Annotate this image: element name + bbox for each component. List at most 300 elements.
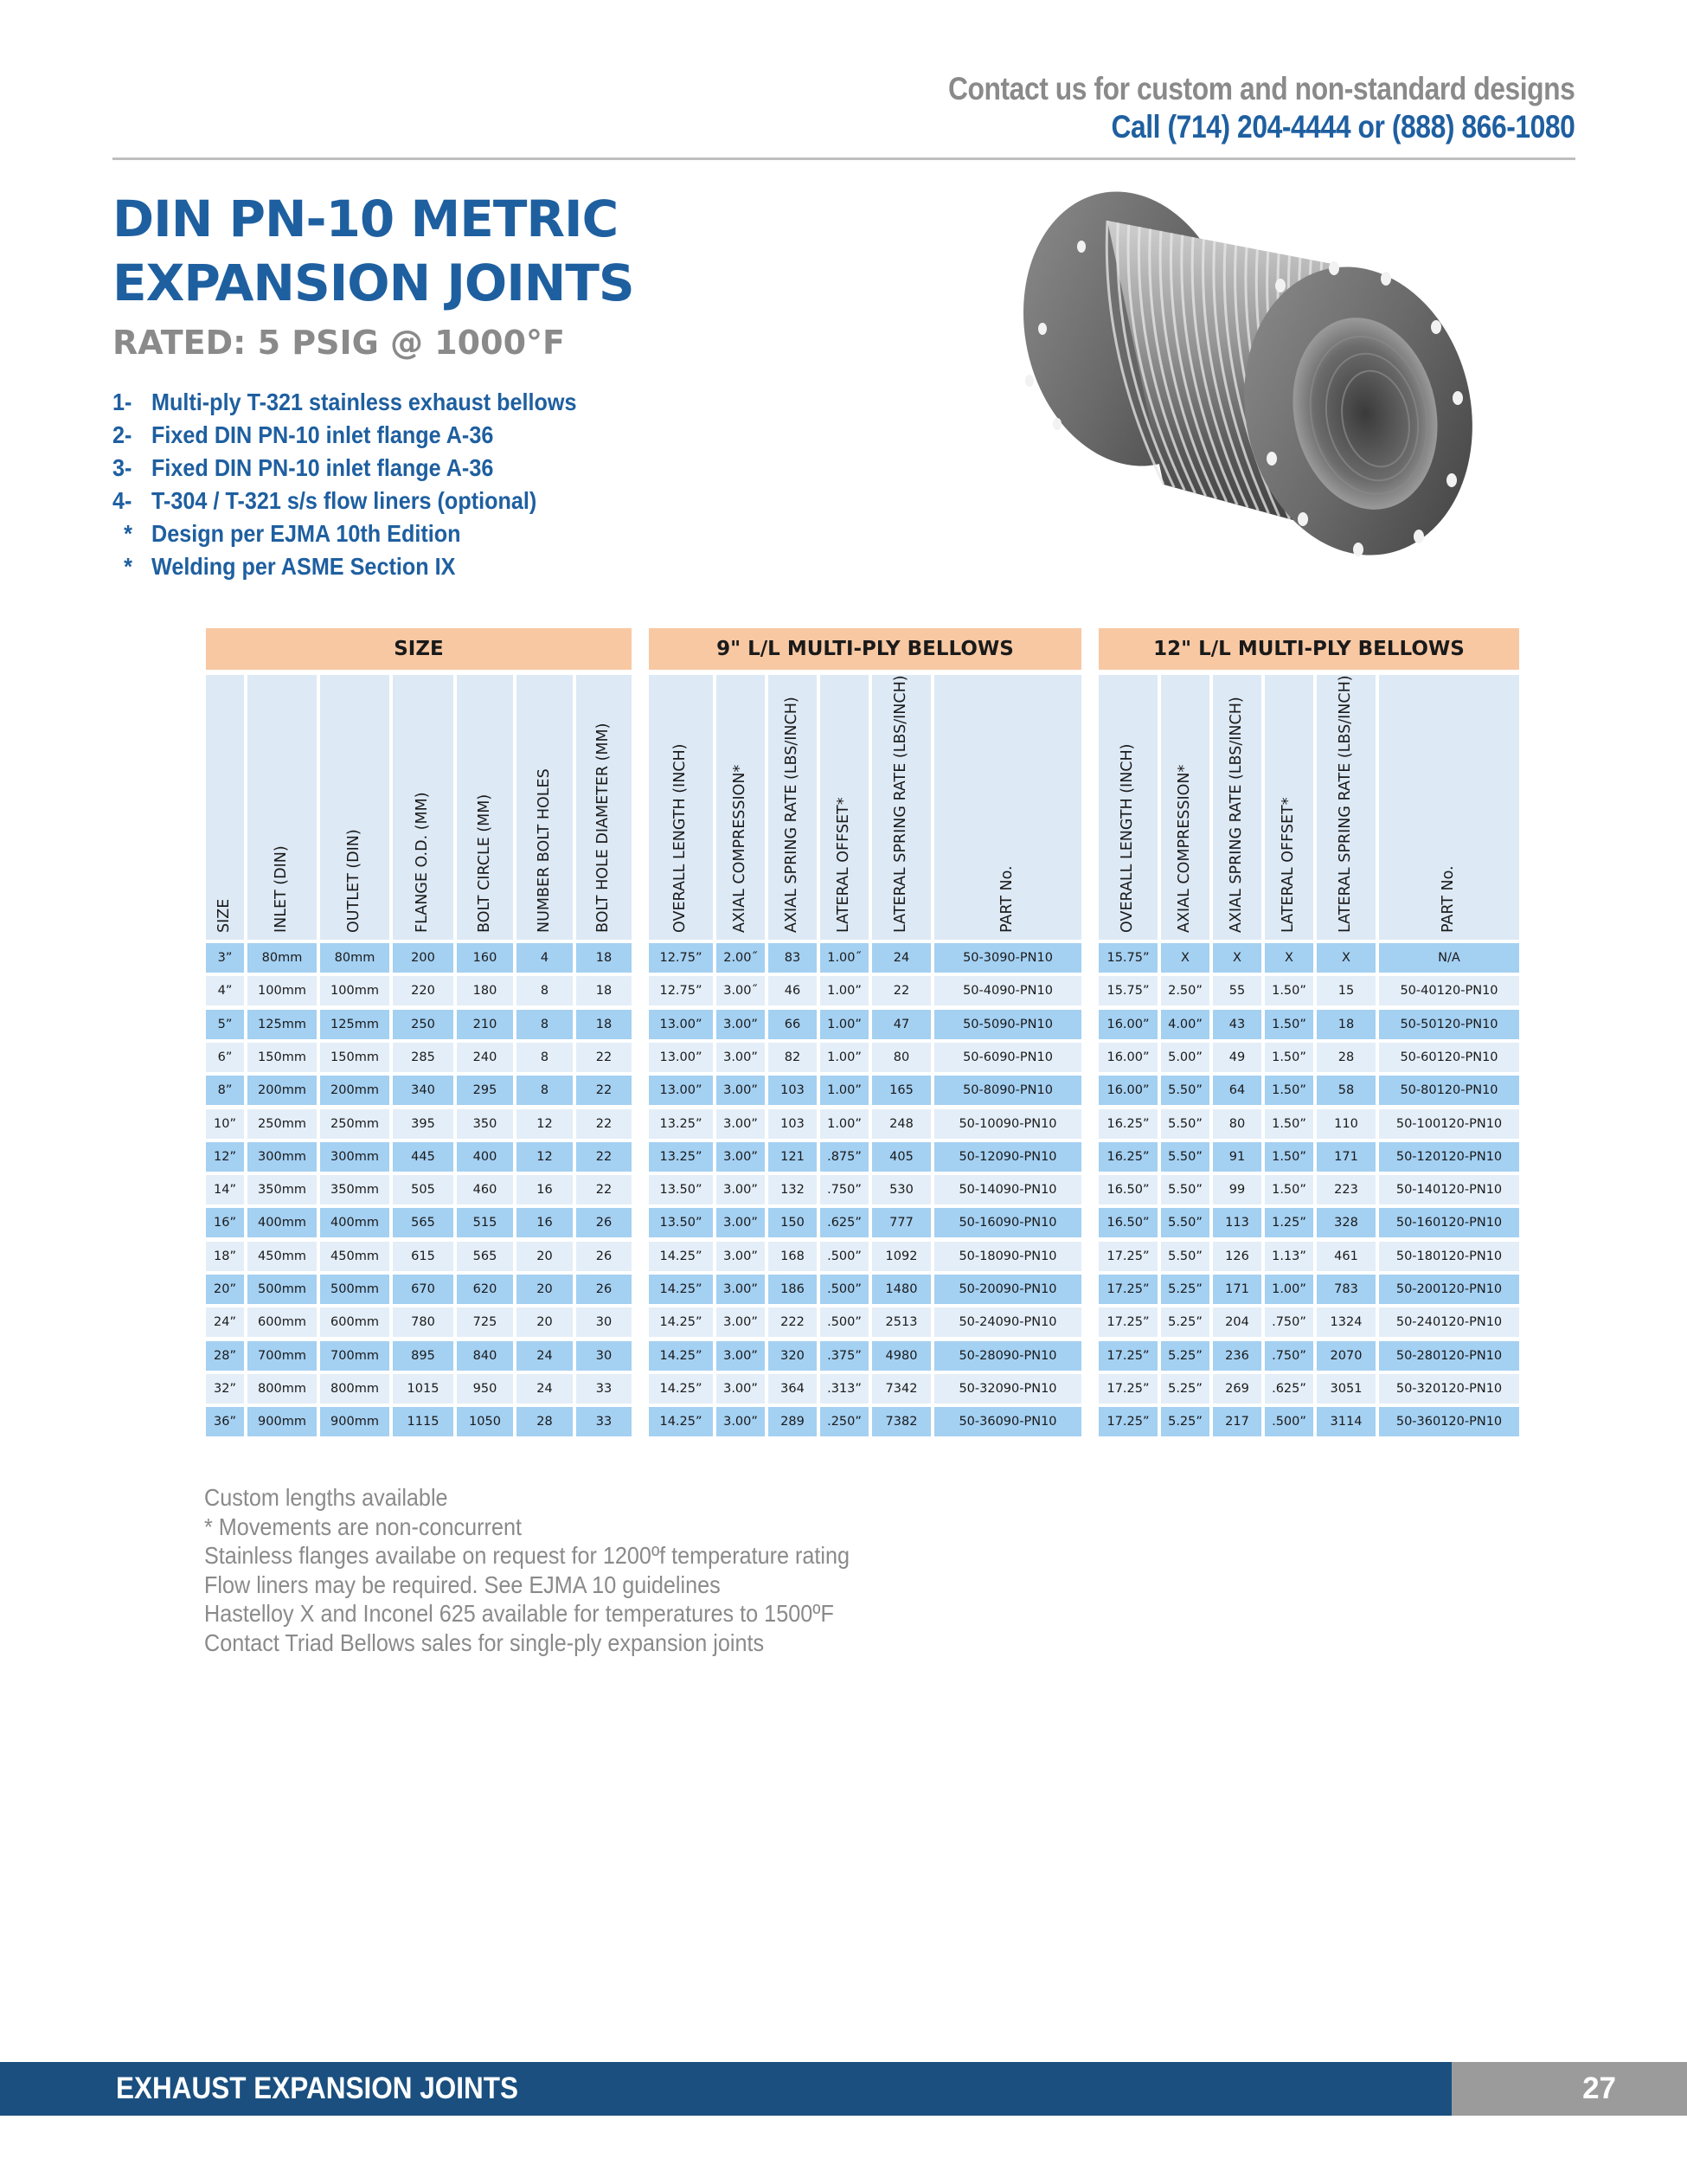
table-cell: 783 xyxy=(1317,1275,1376,1304)
table-cell: 200 xyxy=(393,943,453,973)
row-size-cell: 20” xyxy=(206,1275,244,1304)
table-cell: 24 xyxy=(516,1374,573,1404)
table-cell: 50-18090-PN10 xyxy=(934,1242,1081,1271)
column-header-label: BOLT HOLE DIAMETER (MM) xyxy=(594,723,612,933)
table-cell: 168 xyxy=(768,1242,817,1271)
table-cell: 22 xyxy=(576,1142,632,1172)
table-cell: 515 xyxy=(457,1208,513,1237)
row-size-cell: 14” xyxy=(206,1175,244,1204)
table-cell: 24 xyxy=(872,943,931,973)
table-cell: 50-20090-PN10 xyxy=(934,1275,1081,1304)
table-cell: 58 xyxy=(1317,1076,1376,1105)
table-cell: 50-120120-PN10 xyxy=(1379,1142,1519,1172)
table-cell: 2513 xyxy=(872,1307,931,1337)
table-cell: X xyxy=(1161,943,1209,973)
title-line-2: EXPANSION JOINTS xyxy=(112,254,634,312)
table-cell: 1015 xyxy=(393,1374,453,1404)
table-cell: 1.50” xyxy=(1265,1043,1313,1072)
row-size-cell: 12” xyxy=(206,1142,244,1172)
table-cell: 3.00” xyxy=(716,1374,765,1404)
table-cell: 28 xyxy=(516,1407,573,1436)
table-cell: 30 xyxy=(576,1341,632,1371)
table-cell: .750” xyxy=(1265,1307,1313,1337)
table-cell: 1.00” xyxy=(820,1043,869,1072)
specifications-table xyxy=(206,628,1523,1437)
table-cell: 350mm xyxy=(320,1175,389,1204)
table-cell: 4980 xyxy=(872,1341,931,1371)
column-header xyxy=(820,675,869,940)
table-cell: 28 xyxy=(1317,1043,1376,1072)
table-cell: 8 xyxy=(516,1043,573,1072)
table-cell: 18 xyxy=(576,943,632,973)
column-header xyxy=(1099,675,1158,940)
column-header xyxy=(649,675,713,940)
table-cell: 12 xyxy=(516,1142,573,1172)
table-cell: 8 xyxy=(516,976,573,1005)
column-header-label: LATERAL SPRING RATE (LBS/INCH) xyxy=(1337,675,1354,933)
table-cell: 13.00” xyxy=(649,1043,713,1072)
notes xyxy=(204,1483,850,1657)
column-header xyxy=(872,675,931,940)
table-cell: 132 xyxy=(768,1175,817,1204)
table-cell: 50-60120-PN10 xyxy=(1379,1043,1519,1072)
table-cell: 600mm xyxy=(247,1307,317,1337)
table-cell: .875” xyxy=(820,1142,869,1172)
table-cell: 113 xyxy=(1213,1208,1261,1237)
table-cell: 220 xyxy=(393,976,453,1005)
table-cell: 13.00” xyxy=(649,1076,713,1105)
table-cell: 103 xyxy=(768,1109,817,1139)
column-header-label: LATERAL OFFSET* xyxy=(835,797,852,933)
feature-marker: 3- xyxy=(112,454,132,481)
feature-text: Fixed DIN PN-10 inlet flange A-36 xyxy=(151,454,494,481)
table-cell: 50-200120-PN10 xyxy=(1379,1275,1519,1304)
note-line: Flow liners may be required. See EJMA 10 guidelines xyxy=(204,1571,721,1598)
column-header xyxy=(1379,675,1519,940)
table-cell: 5.00” xyxy=(1161,1043,1209,1072)
table-cell: 50-180120-PN10 xyxy=(1379,1242,1519,1271)
column-header xyxy=(768,675,817,940)
table-cell: 50-24090-PN10 xyxy=(934,1307,1081,1337)
table-cell: 17.25” xyxy=(1099,1407,1158,1436)
table-cell: .500” xyxy=(1265,1407,1313,1436)
table-cell: 700mm xyxy=(320,1341,389,1371)
feature-marker: * xyxy=(124,553,132,580)
table-cell: 150mm xyxy=(320,1043,389,1072)
table-cell: 50-6090-PN10 xyxy=(934,1043,1081,1072)
row-size-cell: 36” xyxy=(206,1407,244,1436)
feature-text: Multi-ply T-321 stainless exhaust bellows xyxy=(151,389,577,415)
table-cell: 7342 xyxy=(872,1374,931,1404)
feature-item xyxy=(112,386,577,419)
table-cell: .250” xyxy=(820,1407,869,1436)
table-cell: 82 xyxy=(768,1043,817,1072)
row-size-cell: 10” xyxy=(206,1109,244,1139)
column-header-label: BOLT CIRCLE (MM) xyxy=(475,793,493,933)
table-cell: 1.00” xyxy=(820,1010,869,1039)
table-cell: 1.13” xyxy=(1265,1242,1313,1271)
table-cell: .750” xyxy=(1265,1341,1313,1371)
table-cell: 80mm xyxy=(320,943,389,973)
table-cell: 22 xyxy=(576,1175,632,1204)
table-cell: 13.50” xyxy=(649,1208,713,1237)
table-cell: 3.00” xyxy=(716,1175,765,1204)
group-header: 9" L/L MULTI-PLY BELLOWS xyxy=(649,628,1081,670)
table-cell: 530 xyxy=(872,1175,931,1204)
table-cell: 5.50” xyxy=(1161,1175,1209,1204)
column-header xyxy=(1161,675,1209,940)
table-cell: 125mm xyxy=(320,1010,389,1039)
feature-text: T-304 / T-321 s/s flow liners (optional) xyxy=(151,487,537,514)
feature-item xyxy=(112,452,577,485)
column-header xyxy=(457,675,513,940)
table-cell: 50-80120-PN10 xyxy=(1379,1076,1519,1105)
table-cell: 1.50” xyxy=(1265,1142,1313,1172)
table-cell: 5.25” xyxy=(1161,1407,1209,1436)
table-cell: 1.00” xyxy=(820,976,869,1005)
note-line: * Movements are non-concurrent xyxy=(204,1513,522,1540)
table-cell: 50-8090-PN10 xyxy=(934,1076,1081,1105)
table-cell: 3.00” xyxy=(716,1010,765,1039)
table-cell: 777 xyxy=(872,1208,931,1237)
table-cell: 500mm xyxy=(320,1275,389,1304)
feature-item xyxy=(112,517,577,550)
table-cell: 7382 xyxy=(872,1407,931,1436)
table-cell: 50-4090-PN10 xyxy=(934,976,1081,1005)
table-cell: 18 xyxy=(1317,1010,1376,1039)
table-cell: .625” xyxy=(1265,1374,1313,1404)
page-title xyxy=(112,187,634,315)
column-header xyxy=(576,675,632,940)
table-cell: 450mm xyxy=(320,1242,389,1271)
table-cell: .313” xyxy=(820,1374,869,1404)
table-cell: 3.00” xyxy=(716,1142,765,1172)
table-cell: 50-360120-PN10 xyxy=(1379,1407,1519,1436)
table-cell: 725 xyxy=(457,1307,513,1337)
table-cell: 340 xyxy=(393,1076,453,1105)
table-cell: 12 xyxy=(516,1109,573,1139)
table-cell: 22 xyxy=(872,976,931,1005)
table-cell: 2.00˝ xyxy=(716,943,765,973)
table-cell: 14.25” xyxy=(649,1374,713,1404)
table-cell: 5.50” xyxy=(1161,1076,1209,1105)
table-cell: 2070 xyxy=(1317,1341,1376,1371)
column-header xyxy=(206,675,244,940)
table-cell: 350 xyxy=(457,1109,513,1139)
table-cell: 320 xyxy=(768,1341,817,1371)
table-cell: 1.50” xyxy=(1265,1010,1313,1039)
row-size-cell: 18” xyxy=(206,1242,244,1271)
table-cell: 900mm xyxy=(320,1407,389,1436)
row-size-cell: 6” xyxy=(206,1043,244,1072)
expansion-joint-image xyxy=(978,182,1497,597)
table-cell: 615 xyxy=(393,1242,453,1271)
feature-text: Design per EJMA 10th Edition xyxy=(151,520,461,547)
table-cell: 1092 xyxy=(872,1242,931,1271)
table-cell: 43 xyxy=(1213,1010,1261,1039)
column-header-label: SIZE xyxy=(215,898,233,933)
table-cell: 99 xyxy=(1213,1175,1261,1204)
table-cell: .375” xyxy=(820,1341,869,1371)
table-cell: 160 xyxy=(457,943,513,973)
table-cell: 328 xyxy=(1317,1208,1376,1237)
rating-subtitle: RATED: 5 PSIG @ 1000°F xyxy=(112,324,565,362)
table-cell: 64 xyxy=(1213,1076,1261,1105)
table-cell: 49 xyxy=(1213,1043,1261,1072)
table-cell: .500” xyxy=(820,1275,869,1304)
table-cell: 400 xyxy=(457,1142,513,1172)
table-cell: 17.25” xyxy=(1099,1374,1158,1404)
column-header-label: AXIAL COMPRESSION* xyxy=(1176,764,1193,933)
column-header xyxy=(393,675,453,940)
table-cell: 1.00˝ xyxy=(820,943,869,973)
table-cell: 565 xyxy=(457,1242,513,1271)
table-cell: 18 xyxy=(576,976,632,1005)
table-cell: 248 xyxy=(872,1109,931,1139)
table-cell: 165 xyxy=(872,1076,931,1105)
table-cell: 50-12090-PN10 xyxy=(934,1142,1081,1172)
column-header xyxy=(1265,675,1313,940)
table-cell: 16 xyxy=(516,1175,573,1204)
table-cell: 1.50” xyxy=(1265,1076,1313,1105)
table-cell: 364 xyxy=(768,1374,817,1404)
table-cell: 3.00” xyxy=(716,1242,765,1271)
table-cell: 500mm xyxy=(247,1275,317,1304)
table-cell: 620 xyxy=(457,1275,513,1304)
contact-line-1: Contact us for custom and non-standard designs xyxy=(947,71,1575,106)
table-cell: 240 xyxy=(457,1043,513,1072)
table-cell: 300mm xyxy=(247,1142,317,1172)
feature-item xyxy=(112,485,577,517)
table-cell: 395 xyxy=(393,1109,453,1139)
footer-bar xyxy=(0,2062,1687,2116)
table-cell: 50-100120-PN10 xyxy=(1379,1109,1519,1139)
table-cell: 50-3090-PN10 xyxy=(934,943,1081,973)
table-cell: 50-320120-PN10 xyxy=(1379,1374,1519,1404)
column-header-label: OVERALL LENGTH (INCH) xyxy=(1119,743,1136,933)
table-cell: 47 xyxy=(872,1010,931,1039)
table-cell: 780 xyxy=(393,1307,453,1337)
table-cell: 12.75” xyxy=(649,976,713,1005)
column-header-label: AXIAL SPRING RATE (LBS/INCH) xyxy=(783,697,800,933)
table-cell: 3.00˝ xyxy=(716,976,765,1005)
table-cell: 16.50” xyxy=(1099,1208,1158,1237)
table-cell: 83 xyxy=(768,943,817,973)
table-cell: 121 xyxy=(768,1142,817,1172)
table-cell: 4.00” xyxy=(1161,1010,1209,1039)
table-cell: 50-14090-PN10 xyxy=(934,1175,1081,1204)
table-cell: 14.25” xyxy=(649,1275,713,1304)
table-cell: 80 xyxy=(1213,1109,1261,1139)
table-cell: 13.25” xyxy=(649,1109,713,1139)
table-cell: 1.50” xyxy=(1265,1109,1313,1139)
column-header-label: LATERAL OFFSET* xyxy=(1280,797,1297,933)
table-cell: 20 xyxy=(516,1242,573,1271)
table-cell: 3.00” xyxy=(716,1275,765,1304)
table-cell: 16.00” xyxy=(1099,1043,1158,1072)
table-cell: 445 xyxy=(393,1142,453,1172)
group-header: 12" L/L MULTI-PLY BELLOWS xyxy=(1099,628,1519,670)
table-cell: 13.25” xyxy=(649,1142,713,1172)
table-cell: .750” xyxy=(820,1175,869,1204)
table-cell: 300mm xyxy=(320,1142,389,1172)
feature-text: Welding per ASME Section IX xyxy=(151,553,456,580)
column-header-label: INLET (DIN) xyxy=(273,845,290,933)
table-cell: 100mm xyxy=(320,976,389,1005)
table-cell: 3.00” xyxy=(716,1109,765,1139)
table-cell: 250mm xyxy=(247,1109,317,1139)
contact-phone: Call (714) 204-4444 or (888) 866-1080 xyxy=(1111,109,1575,145)
row-size-cell: 8” xyxy=(206,1076,244,1105)
table-cell: 295 xyxy=(457,1076,513,1105)
table-cell: 5.25” xyxy=(1161,1307,1209,1337)
table-cell: 26 xyxy=(576,1275,632,1304)
table-cell: 50-240120-PN10 xyxy=(1379,1307,1519,1337)
column-header xyxy=(320,675,389,940)
table-cell: 17.25” xyxy=(1099,1275,1158,1304)
table-cell: 1.00” xyxy=(820,1109,869,1139)
table-cell: 14.25” xyxy=(649,1242,713,1271)
table-cell: 186 xyxy=(768,1275,817,1304)
table-cell: .500” xyxy=(820,1242,869,1271)
table-cell: 236 xyxy=(1213,1341,1261,1371)
feature-item xyxy=(112,419,577,452)
table-cell: 3.00” xyxy=(716,1341,765,1371)
table-cell: 171 xyxy=(1213,1275,1261,1304)
feature-marker: 2- xyxy=(112,421,132,448)
table-cell: 8 xyxy=(516,1010,573,1039)
table-cell: 400mm xyxy=(247,1208,317,1237)
table-cell: 269 xyxy=(1213,1374,1261,1404)
table-cell: 3.00” xyxy=(716,1076,765,1105)
table-cell: 17.25” xyxy=(1099,1307,1158,1337)
table-cell: 16 xyxy=(516,1208,573,1237)
table-cell: 3114 xyxy=(1317,1407,1376,1436)
table-cell: X xyxy=(1265,943,1313,973)
table-cell: 125mm xyxy=(247,1010,317,1039)
table-cell: 565 xyxy=(393,1208,453,1237)
note-line: Contact Triad Bellows sales for single-ply expansion joints xyxy=(204,1628,765,1656)
table-cell: 16.25” xyxy=(1099,1142,1158,1172)
table-cell: 3.00” xyxy=(716,1407,765,1436)
table-cell: 50-5090-PN10 xyxy=(934,1010,1081,1039)
table-cell: 22 xyxy=(576,1043,632,1072)
table-cell: 50-140120-PN10 xyxy=(1379,1175,1519,1204)
table-cell: 126 xyxy=(1213,1242,1261,1271)
table-cell: 18 xyxy=(576,1010,632,1039)
table-cell: 1.50” xyxy=(1265,976,1313,1005)
table-cell: 13.00” xyxy=(649,1010,713,1039)
table-cell: 3.00” xyxy=(716,1208,765,1237)
row-size-cell: 5” xyxy=(206,1010,244,1039)
table-cell: 16.50” xyxy=(1099,1175,1158,1204)
table-cell: 1050 xyxy=(457,1407,513,1436)
feature-marker: 4- xyxy=(112,487,132,514)
table-cell: 1115 xyxy=(393,1407,453,1436)
table-cell: 16.00” xyxy=(1099,1010,1158,1039)
contact-info xyxy=(846,71,1575,145)
table-cell: 50-36090-PN10 xyxy=(934,1407,1081,1436)
note-line: Hastelloy X and Inconel 625 available for temperatures to 1500ºF xyxy=(204,1600,834,1627)
table-cell: 5.50” xyxy=(1161,1142,1209,1172)
column-header xyxy=(716,675,765,940)
table-cell: 17.25” xyxy=(1099,1242,1158,1271)
column-header xyxy=(1317,675,1376,940)
table-cell: 50-160120-PN10 xyxy=(1379,1208,1519,1237)
table-cell: 22 xyxy=(576,1076,632,1105)
table-cell: 14.25” xyxy=(649,1341,713,1371)
table-cell: 33 xyxy=(576,1407,632,1436)
table-cell: 50-28090-PN10 xyxy=(934,1341,1081,1371)
table-cell: 180 xyxy=(457,976,513,1005)
feature-item xyxy=(112,550,577,583)
table-cell: 700mm xyxy=(247,1341,317,1371)
table-cell: 15.75” xyxy=(1099,976,1158,1005)
table-cell: 13.50” xyxy=(649,1175,713,1204)
table-cell: 223 xyxy=(1317,1175,1376,1204)
column-header-label: AXIAL SPRING RATE (LBS/INCH) xyxy=(1228,697,1245,933)
feature-marker: 1- xyxy=(112,389,132,415)
table-cell: 5.50” xyxy=(1161,1242,1209,1271)
row-size-cell: 3” xyxy=(206,943,244,973)
table-cell: 1480 xyxy=(872,1275,931,1304)
table-cell: 289 xyxy=(768,1407,817,1436)
footer-page-box xyxy=(1452,2062,1687,2116)
table-cell: 3.00” xyxy=(716,1307,765,1337)
table-cell: 33 xyxy=(576,1374,632,1404)
footer-section-label: EXHAUST EXPANSION JOINTS xyxy=(116,2072,519,2105)
table-cell: 800mm xyxy=(247,1374,317,1404)
row-size-cell: 24” xyxy=(206,1307,244,1337)
table-cell: 66 xyxy=(768,1010,817,1039)
table-cell: 3.00” xyxy=(716,1043,765,1072)
column-header-label: PART No. xyxy=(1440,865,1457,933)
table-cell: 50-50120-PN10 xyxy=(1379,1010,1519,1039)
table-cell: 20 xyxy=(516,1307,573,1337)
table-cell: 400mm xyxy=(320,1208,389,1237)
table-cell: 350mm xyxy=(247,1175,317,1204)
table-cell: 100mm xyxy=(247,976,317,1005)
column-header-label: LATERAL SPRING RATE (LBS/INCH) xyxy=(892,675,909,933)
title-line-1: DIN PN-10 METRIC xyxy=(112,189,619,248)
note-line: Custom lengths available xyxy=(204,1484,448,1511)
table-cell: 1324 xyxy=(1317,1307,1376,1337)
column-header-label: PART No. xyxy=(998,865,1016,933)
table-cell: 5.50” xyxy=(1161,1208,1209,1237)
table-cell: 50-16090-PN10 xyxy=(934,1208,1081,1237)
table-cell: 50-32090-PN10 xyxy=(934,1374,1081,1404)
table-cell: 4 xyxy=(516,943,573,973)
table-cell: N/A xyxy=(1379,943,1519,973)
table-cell: 200mm xyxy=(247,1076,317,1105)
table-cell: .625” xyxy=(820,1208,869,1237)
table-cell: 200mm xyxy=(320,1076,389,1105)
feature-text: Fixed DIN PN-10 inlet flange A-36 xyxy=(151,421,494,448)
table-cell: 460 xyxy=(457,1175,513,1204)
table-cell: 222 xyxy=(768,1307,817,1337)
table-cell: 15.75” xyxy=(1099,943,1158,973)
table-cell: 800mm xyxy=(320,1374,389,1404)
table-cell: 450mm xyxy=(247,1242,317,1271)
table-cell: 600mm xyxy=(320,1307,389,1337)
table-cell: 1.25” xyxy=(1265,1208,1313,1237)
table-cell: 26 xyxy=(576,1242,632,1271)
column-header xyxy=(516,675,573,940)
table-cell: 1.00” xyxy=(820,1076,869,1105)
table-cell: 285 xyxy=(393,1043,453,1072)
table-cell: 950 xyxy=(457,1374,513,1404)
row-size-cell: 4” xyxy=(206,976,244,1005)
